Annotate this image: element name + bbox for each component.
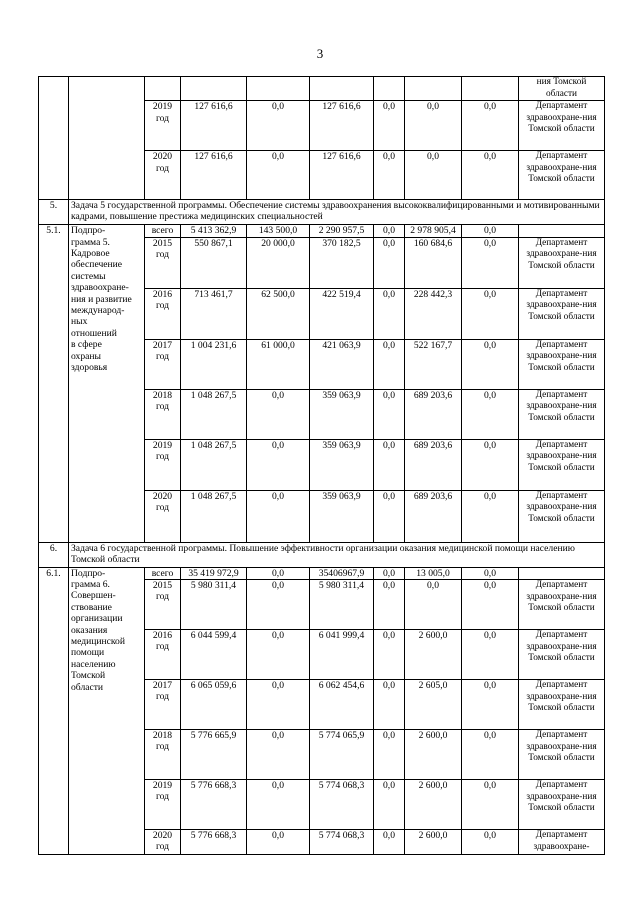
responsible-cell — [519, 225, 605, 237]
total-cell: 6 044 599,4 — [181, 630, 247, 680]
regional-cell: 359 063,9 — [310, 490, 374, 542]
extrabudget-cell: 522 167,7 — [405, 339, 462, 389]
subprogram-total-row — [39, 225, 605, 237]
extrabudget-cell: 689 203,6 — [405, 389, 462, 439]
task-row — [39, 542, 605, 567]
federal-cell: 0,0 — [247, 830, 310, 855]
subprogram-name: Подпро- грамма 6. Совершен- ствование организации оказания медицинской помощи населению Томской области — [69, 567, 145, 854]
responsible-cell: Департамент здравоохране-ния Томской области — [519, 490, 605, 542]
regional-cell: 422 519,4 — [310, 288, 374, 339]
year-cell: 2019 год — [145, 439, 181, 490]
local-cell: 0,0 — [374, 490, 405, 542]
federal-cell: 0,0 — [247, 439, 310, 490]
extrabudget-cell: 0,0 — [405, 151, 462, 200]
year-cell: 2018 год — [145, 730, 181, 780]
year-cell: 2017 год — [145, 339, 181, 389]
year-cell: 2019 год — [145, 101, 181, 151]
year-cell: 2017 год — [145, 680, 181, 730]
year-cell: 2015 год — [145, 237, 181, 288]
federal-cell: 0,0 — [247, 580, 310, 630]
extrabudget-cell: 0,0 — [405, 101, 462, 151]
responsible-cell: Департамент здравоохране-ния Томской области — [519, 730, 605, 780]
total-cell: 5 776 665,9 — [181, 730, 247, 780]
other-cell: 0,0 — [462, 680, 519, 730]
local-cell: 0,0 — [374, 630, 405, 680]
extrabudget-cell: 13 005,0 — [405, 567, 462, 579]
federal-cell: 62 500,0 — [247, 288, 310, 339]
page-number: 3 — [316, 46, 324, 61]
name-cell — [69, 77, 145, 200]
responsible-cell: Департамент здравоохране-ния Томской области — [519, 439, 605, 490]
extrabudget-cell: 2 605,0 — [405, 680, 462, 730]
regional-cell: 5 774 068,3 — [310, 830, 374, 855]
regional-cell: 421 063,9 — [310, 339, 374, 389]
responsible-cell: Департамент здравоохране-ния Томской области — [519, 680, 605, 730]
year-cell: 2019 год — [145, 780, 181, 830]
local-cell: 0,0 — [374, 339, 405, 389]
extrabudget-cell: 2 600,0 — [405, 630, 462, 680]
federal-cell: 0,0 — [247, 151, 310, 200]
other-cell: 0,0 — [462, 101, 519, 151]
task-number: 6. — [39, 542, 69, 567]
local-cell: 0,0 — [374, 780, 405, 830]
local-cell: 0,0 — [374, 237, 405, 288]
extrabudget-cell: 689 203,6 — [405, 490, 462, 542]
program-funding-table — [38, 76, 605, 855]
other-cell: 0,0 — [462, 389, 519, 439]
local-cell: 0,0 — [374, 439, 405, 490]
total-cell: 127 616,6 — [181, 151, 247, 200]
responsible-cell: Департамент здравоохране-ния Томской области — [519, 780, 605, 830]
other-cell: 0,0 — [462, 339, 519, 389]
other-cell: 0,0 — [462, 730, 519, 780]
local-cell: 0,0 — [374, 225, 405, 237]
regional-cell: 2 290 957,5 — [310, 225, 374, 237]
total-cell: 713 461,7 — [181, 288, 247, 339]
year-cell: 2020 год — [145, 490, 181, 542]
regional-cell: 370 182,5 — [310, 237, 374, 288]
number-cell — [39, 77, 69, 200]
extrabudget-cell: 2 978 905,4 — [405, 225, 462, 237]
responsible-cell — [519, 567, 605, 579]
total-cell: 5 776 668,3 — [181, 780, 247, 830]
subprogram-number: 6.1. — [39, 567, 69, 854]
extrabudget-cell: 689 203,6 — [405, 439, 462, 490]
regional-cell: 127 616,6 — [310, 101, 374, 151]
federal-cell: 0,0 — [247, 630, 310, 680]
subprogram-number: 5.1. — [39, 225, 69, 542]
responsible-cell: Департамент здравоохране-ния Томской области — [519, 151, 605, 200]
year-cell: всего — [145, 225, 181, 237]
responsible-cell: Департамент здравоохране-ния Томской области — [519, 101, 605, 151]
local-cell: 0,0 — [374, 389, 405, 439]
regional-cell: 6 062 454,6 — [310, 680, 374, 730]
year-cell: 2018 год — [145, 389, 181, 439]
regional-cell: 35406967,9 — [310, 567, 374, 579]
other-cell: 0,0 — [462, 439, 519, 490]
year-cell: 2020 год — [145, 151, 181, 200]
regional-cell: 5 774 065,9 — [310, 730, 374, 780]
total-cell: 6 065 059,6 — [181, 680, 247, 730]
extrabudget-cell: 2 600,0 — [405, 780, 462, 830]
total-cell: 5 776 668,3 — [181, 830, 247, 855]
total-cell: 550 867,1 — [181, 237, 247, 288]
extrabudget-cell: 2 600,0 — [405, 730, 462, 780]
other-cell: 0,0 — [462, 630, 519, 680]
total-cell: 35 419 972,9 — [181, 567, 247, 579]
other-cell: 0,0 — [462, 237, 519, 288]
federal-cell: 0,0 — [247, 389, 310, 439]
federal-cell: 0,0 — [247, 490, 310, 542]
responsible-cell: Департамент здравоохране-ния Томской области — [519, 288, 605, 339]
responsible-cell: Департамент здравоохране-ния Томской области — [519, 339, 605, 389]
regional-cell: 359 063,9 — [310, 439, 374, 490]
year-cell: 2016 год — [145, 630, 181, 680]
other-cell: 0,0 — [462, 225, 519, 237]
local-cell: 0,0 — [374, 580, 405, 630]
local-cell: 0,0 — [374, 567, 405, 579]
total-cell: 5 413 362,9 — [181, 225, 247, 237]
regional-cell: 5 980 311,4 — [310, 580, 374, 630]
year-cell: 2020 год — [145, 830, 181, 855]
other-cell: 0,0 — [462, 151, 519, 200]
federal-cell: 0,0 — [247, 567, 310, 579]
total-cell: 5 980 311,4 — [181, 580, 247, 630]
federal-cell: 0,0 — [247, 780, 310, 830]
task-description: Задача 6 государственной программы. Повышение эффективности организации оказания медицинской помощи населению Томской области — [69, 542, 605, 567]
other-cell: 0,0 — [462, 580, 519, 630]
local-cell: 0,0 — [374, 830, 405, 855]
task-number: 5. — [39, 200, 69, 225]
subprogram-name: Подпро- грамма 5. Кадровое обеспечение системы здравоохране- ния и развитие международ- ных отношений в сфере охраны здоровья — [69, 225, 145, 542]
other-cell: 0,0 — [462, 780, 519, 830]
responsible-cell: ния Томской области — [519, 77, 605, 101]
federal-cell: 0,0 — [247, 101, 310, 151]
regional-cell: 5 774 068,3 — [310, 780, 374, 830]
task-description: Задача 5 государственной программы. Обеспечение системы здравоохранения высококвалифицированными и мотивированными кадрами, повышение престижа медицинских специальностей — [69, 200, 605, 225]
other-cell: 0,0 — [462, 288, 519, 339]
total-cell: 1 048 267,5 — [181, 389, 247, 439]
extrabudget-cell: 0,0 — [405, 580, 462, 630]
year-cell: 2015 год — [145, 580, 181, 630]
federal-cell: 61 000,0 — [247, 339, 310, 389]
local-cell: 0,0 — [374, 101, 405, 151]
local-cell: 0,0 — [374, 680, 405, 730]
extrabudget-cell: 228 442,3 — [405, 288, 462, 339]
year-cell: 2016 год — [145, 288, 181, 339]
task-row — [39, 200, 605, 225]
total-cell: 1 048 267,5 — [181, 490, 247, 542]
regional-cell: 127 616,6 — [310, 151, 374, 200]
extrabudget-cell: 160 684,6 — [405, 237, 462, 288]
federal-cell: 0,0 — [247, 680, 310, 730]
year-cell: всего — [145, 567, 181, 579]
extrabudget-cell: 2 600,0 — [405, 830, 462, 855]
other-cell: 0,0 — [462, 567, 519, 579]
responsible-cell: Департамент здравоохране- — [519, 830, 605, 855]
federal-cell: 143 500,0 — [247, 225, 310, 237]
other-cell: 0,0 — [462, 490, 519, 542]
local-cell: 0,0 — [374, 730, 405, 780]
federal-cell: 0,0 — [247, 730, 310, 780]
responsible-cell: Департамент здравоохране-ния Томской области — [519, 389, 605, 439]
total-cell: 1 004 231,6 — [181, 339, 247, 389]
responsible-cell: Департамент здравоохране-ния Томской области — [519, 237, 605, 288]
responsible-cell: Департамент здравоохране-ния Томской области — [519, 580, 605, 630]
federal-cell: 20 000,0 — [247, 237, 310, 288]
total-cell: 127 616,6 — [181, 101, 247, 151]
subprogram-total-row — [39, 567, 605, 579]
responsible-cell: Департамент здравоохране-ния Томской области — [519, 630, 605, 680]
regional-cell: 359 063,9 — [310, 389, 374, 439]
regional-cell: 6 041 999,4 — [310, 630, 374, 680]
local-cell: 0,0 — [374, 288, 405, 339]
local-cell: 0,0 — [374, 151, 405, 200]
total-cell: 1 048 267,5 — [181, 439, 247, 490]
table-row — [39, 77, 605, 101]
other-cell: 0,0 — [462, 830, 519, 855]
